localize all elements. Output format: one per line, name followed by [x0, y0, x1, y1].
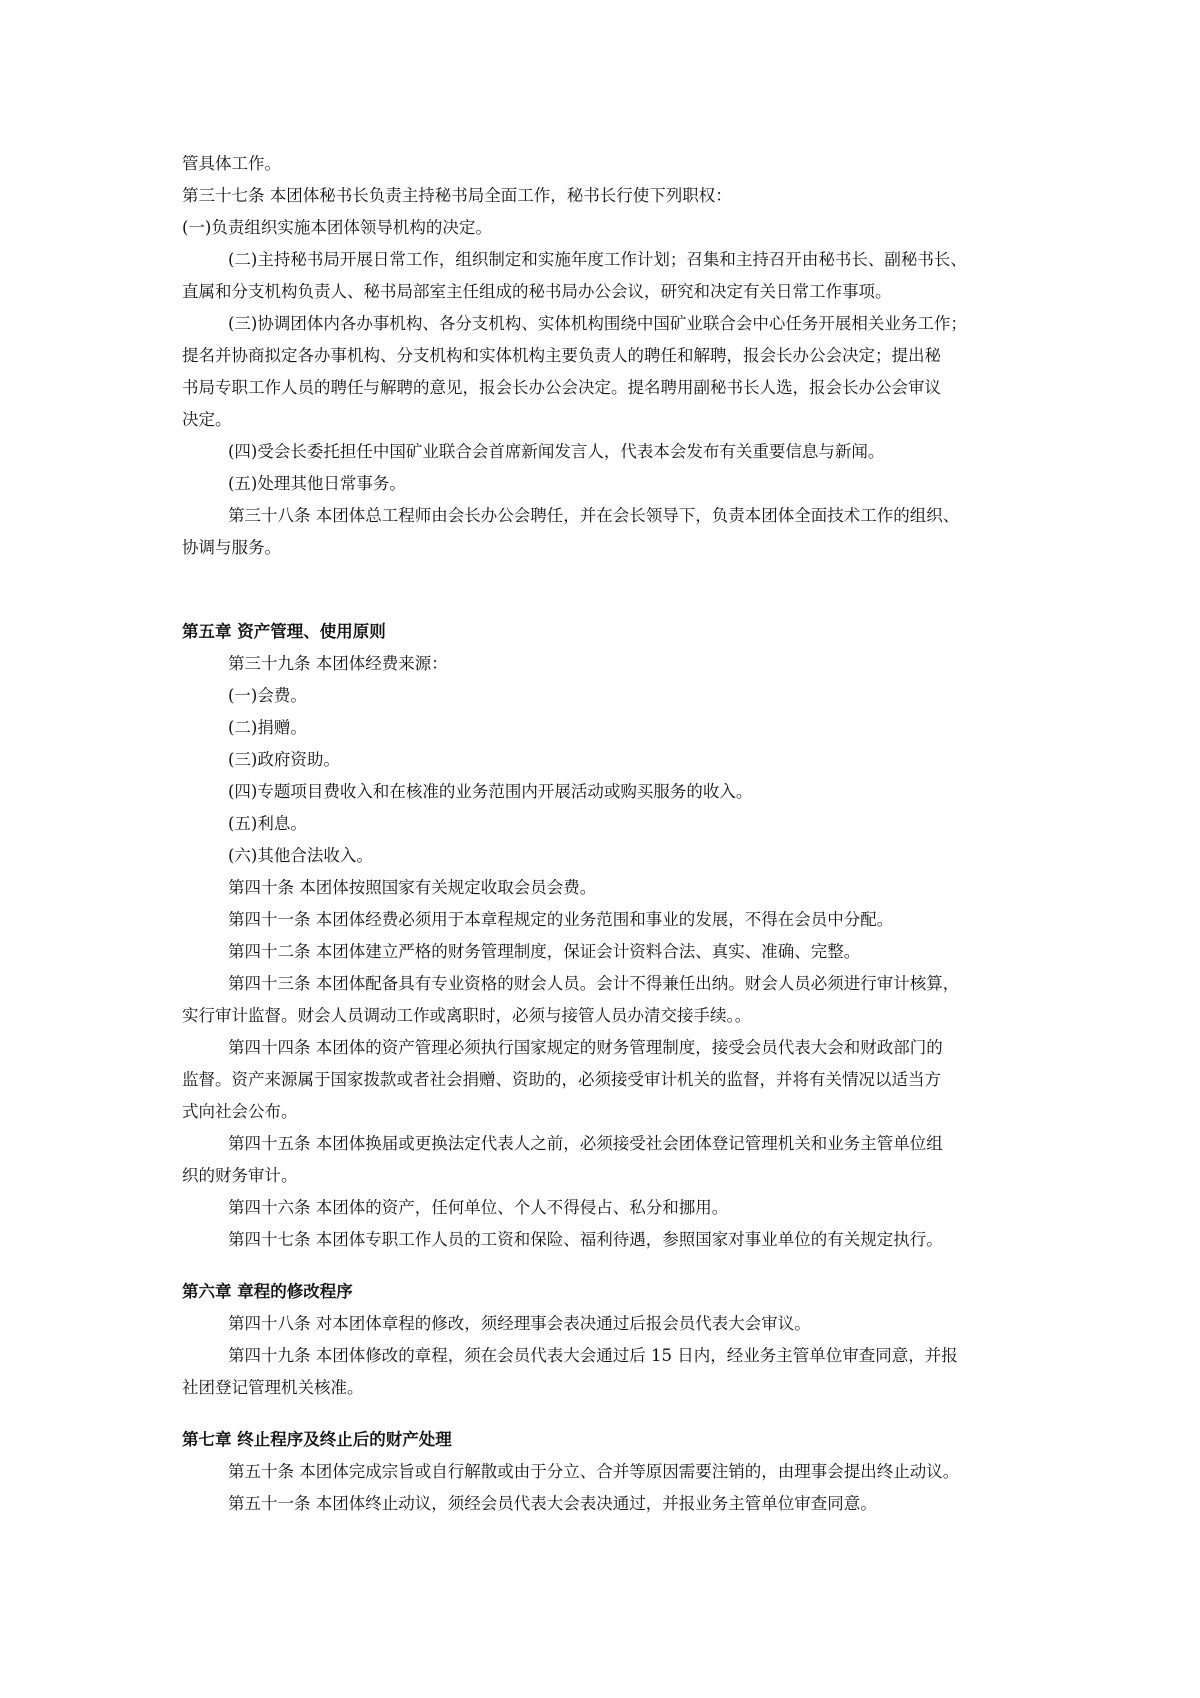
chapter-5-title: 第五章 资产管理、使用原则 — [182, 622, 386, 641]
chapter-6-title: 第六章 章程的修改程序 — [182, 1282, 353, 1301]
document-page — [182, 148, 1032, 1520]
article-43-line: 第四十三条 本团体配备具有专业资格的财会人员。会计不得兼任出纳。财会人员必须进行审计核算， — [228, 974, 960, 993]
article-50-line: 第五十条 本团体完成宗旨或自行解散或由于分立、合并等原因需要注销的，由理事会提出终止动议。 — [228, 1462, 960, 1481]
article-45-line: 第四十五条 本团体换届或更换法定代表人之前，必须接受社会团体登记管理机关和业务主管单位组 — [228, 1134, 943, 1153]
article-39-item-2: (二)捐赠。 — [228, 718, 307, 737]
article-51-line: 第五十一条 本团体终止动议，须经会员代表大会表决通过，并报业务主管单位审查同意。 — [228, 1494, 877, 1513]
article-37-item-5: (五)处理其他日常事务。 — [228, 474, 406, 493]
article-37-item-3: (三)协调团体内各办事机构、各分支机构、实体机构围绕中国矿业联合会中心任务开展相关业务工作； — [228, 314, 967, 333]
article-39-item-3: (三)政府资助。 — [228, 750, 340, 769]
article-37-item-1: (一)负责组织实施本团体领导机构的决定。 — [182, 218, 492, 237]
text-line: 式向社会公布。 — [182, 1102, 298, 1121]
article-39-item-4: (四)专题项目费收入和在核准的业务范围内开展活动或购买服务的收入。 — [228, 782, 753, 801]
text-line: 书局专职工作人员的聘任与解聘的意见，报会长办公会决定。提名聘用副秘书长人选，报会长办公会审议 — [182, 378, 941, 397]
article-39-item-6: (六)其他合法收入。 — [228, 846, 373, 865]
chapter-5 — [182, 616, 1032, 1256]
text-line: 决定。 — [182, 410, 232, 429]
text-line: 监督。资产来源属于国家拨款或者社会捐赠、资助的，必须接受审计机关的监督，并将有关情况以适当方 — [182, 1070, 941, 1089]
text-line: 实行审计监督。财会人员调动工作或离职时，必须与接管人员办清交接手续。。 — [182, 1006, 752, 1025]
chapter-7-title: 第七章 终止程序及终止后的财产处理 — [182, 1430, 452, 1449]
article-42-line: 第四十二条 本团体建立严格的财务管理制度，保证会计资料合法、真实、准确、完整。 — [228, 942, 861, 961]
section-spacer — [182, 1404, 1032, 1424]
text-line: 提名并协商拟定各办事机构、分支机构和实体机构主要负责人的聘任和解聘，报会长办公会决定；提出秘 — [182, 346, 941, 365]
section-continuation — [182, 148, 1032, 564]
article-37-item-4: (四)受会长委托担任中国矿业联合会首席新闻发言人，代表本会发布有关重要信息与新闻。 — [228, 442, 885, 461]
text-line: 社团登记管理机关核准。 — [182, 1378, 364, 1397]
text-line: 直属和分支机构负责人、秘书局部室主任组成的秘书局办公会议，研究和决定有关日常工作事项。 — [182, 282, 892, 301]
article-39-item-1: (一)会费。 — [228, 686, 307, 705]
article-47-line: 第四十七条 本团体专职工作人员的工资和保险、福利待遇，参照国家对事业单位的有关规定执行。 — [228, 1230, 943, 1249]
article-38-line: 第三十八条 本团体总工程师由会长办公会聘任，并在会长领导下，负责本团体全面技术工作的组织、 — [228, 506, 960, 525]
article-37-item-2: (二)主持秘书局开展日常工作，组织制定和实施年度工作计划；召集和主持召开由秘书长、副秘书长、 — [228, 250, 967, 269]
article-39-item-5: (五)利息。 — [228, 814, 307, 833]
article-49-line: 第四十九条 本团体修改的章程，须在会员代表大会通过后 15 日内，经业务主管单位审查同意，并报 — [228, 1346, 958, 1365]
chapter-6 — [182, 1276, 1032, 1404]
article-44-line: 第四十四条 本团体的资产管理必须执行国家规定的财务管理制度，接受会员代表大会和财政部门的 — [228, 1038, 943, 1057]
article-39-line: 第三十九条 本团体经费来源： — [228, 654, 448, 673]
article-46-line: 第四十六条 本团体的资产，任何单位、个人不得侵占、私分和挪用。 — [228, 1198, 729, 1217]
article-48-line: 第四十八条 对本团体章程的修改，须经理事会表决通过后报会员代表大会审议。 — [228, 1314, 811, 1333]
text-line: 协调与服务。 — [182, 538, 281, 557]
section-spacer — [182, 564, 1032, 616]
section-spacer — [182, 1256, 1032, 1276]
article-40-line: 第四十条 本团体按照国家有关规定收取会员会费。 — [228, 878, 597, 897]
chapter-7 — [182, 1424, 1032, 1520]
article-37-line: 第三十七条 本团体秘书长负责主持秘书局全面工作，秘书长行使下列职权： — [182, 186, 732, 205]
text-line: 管具体工作。 — [182, 154, 281, 173]
article-41-line: 第四十一条 本团体经费必须用于本章程规定的业务范围和事业的发展，不得在会员中分配。 — [228, 910, 894, 929]
text-line: 织的财务审计。 — [182, 1166, 298, 1185]
